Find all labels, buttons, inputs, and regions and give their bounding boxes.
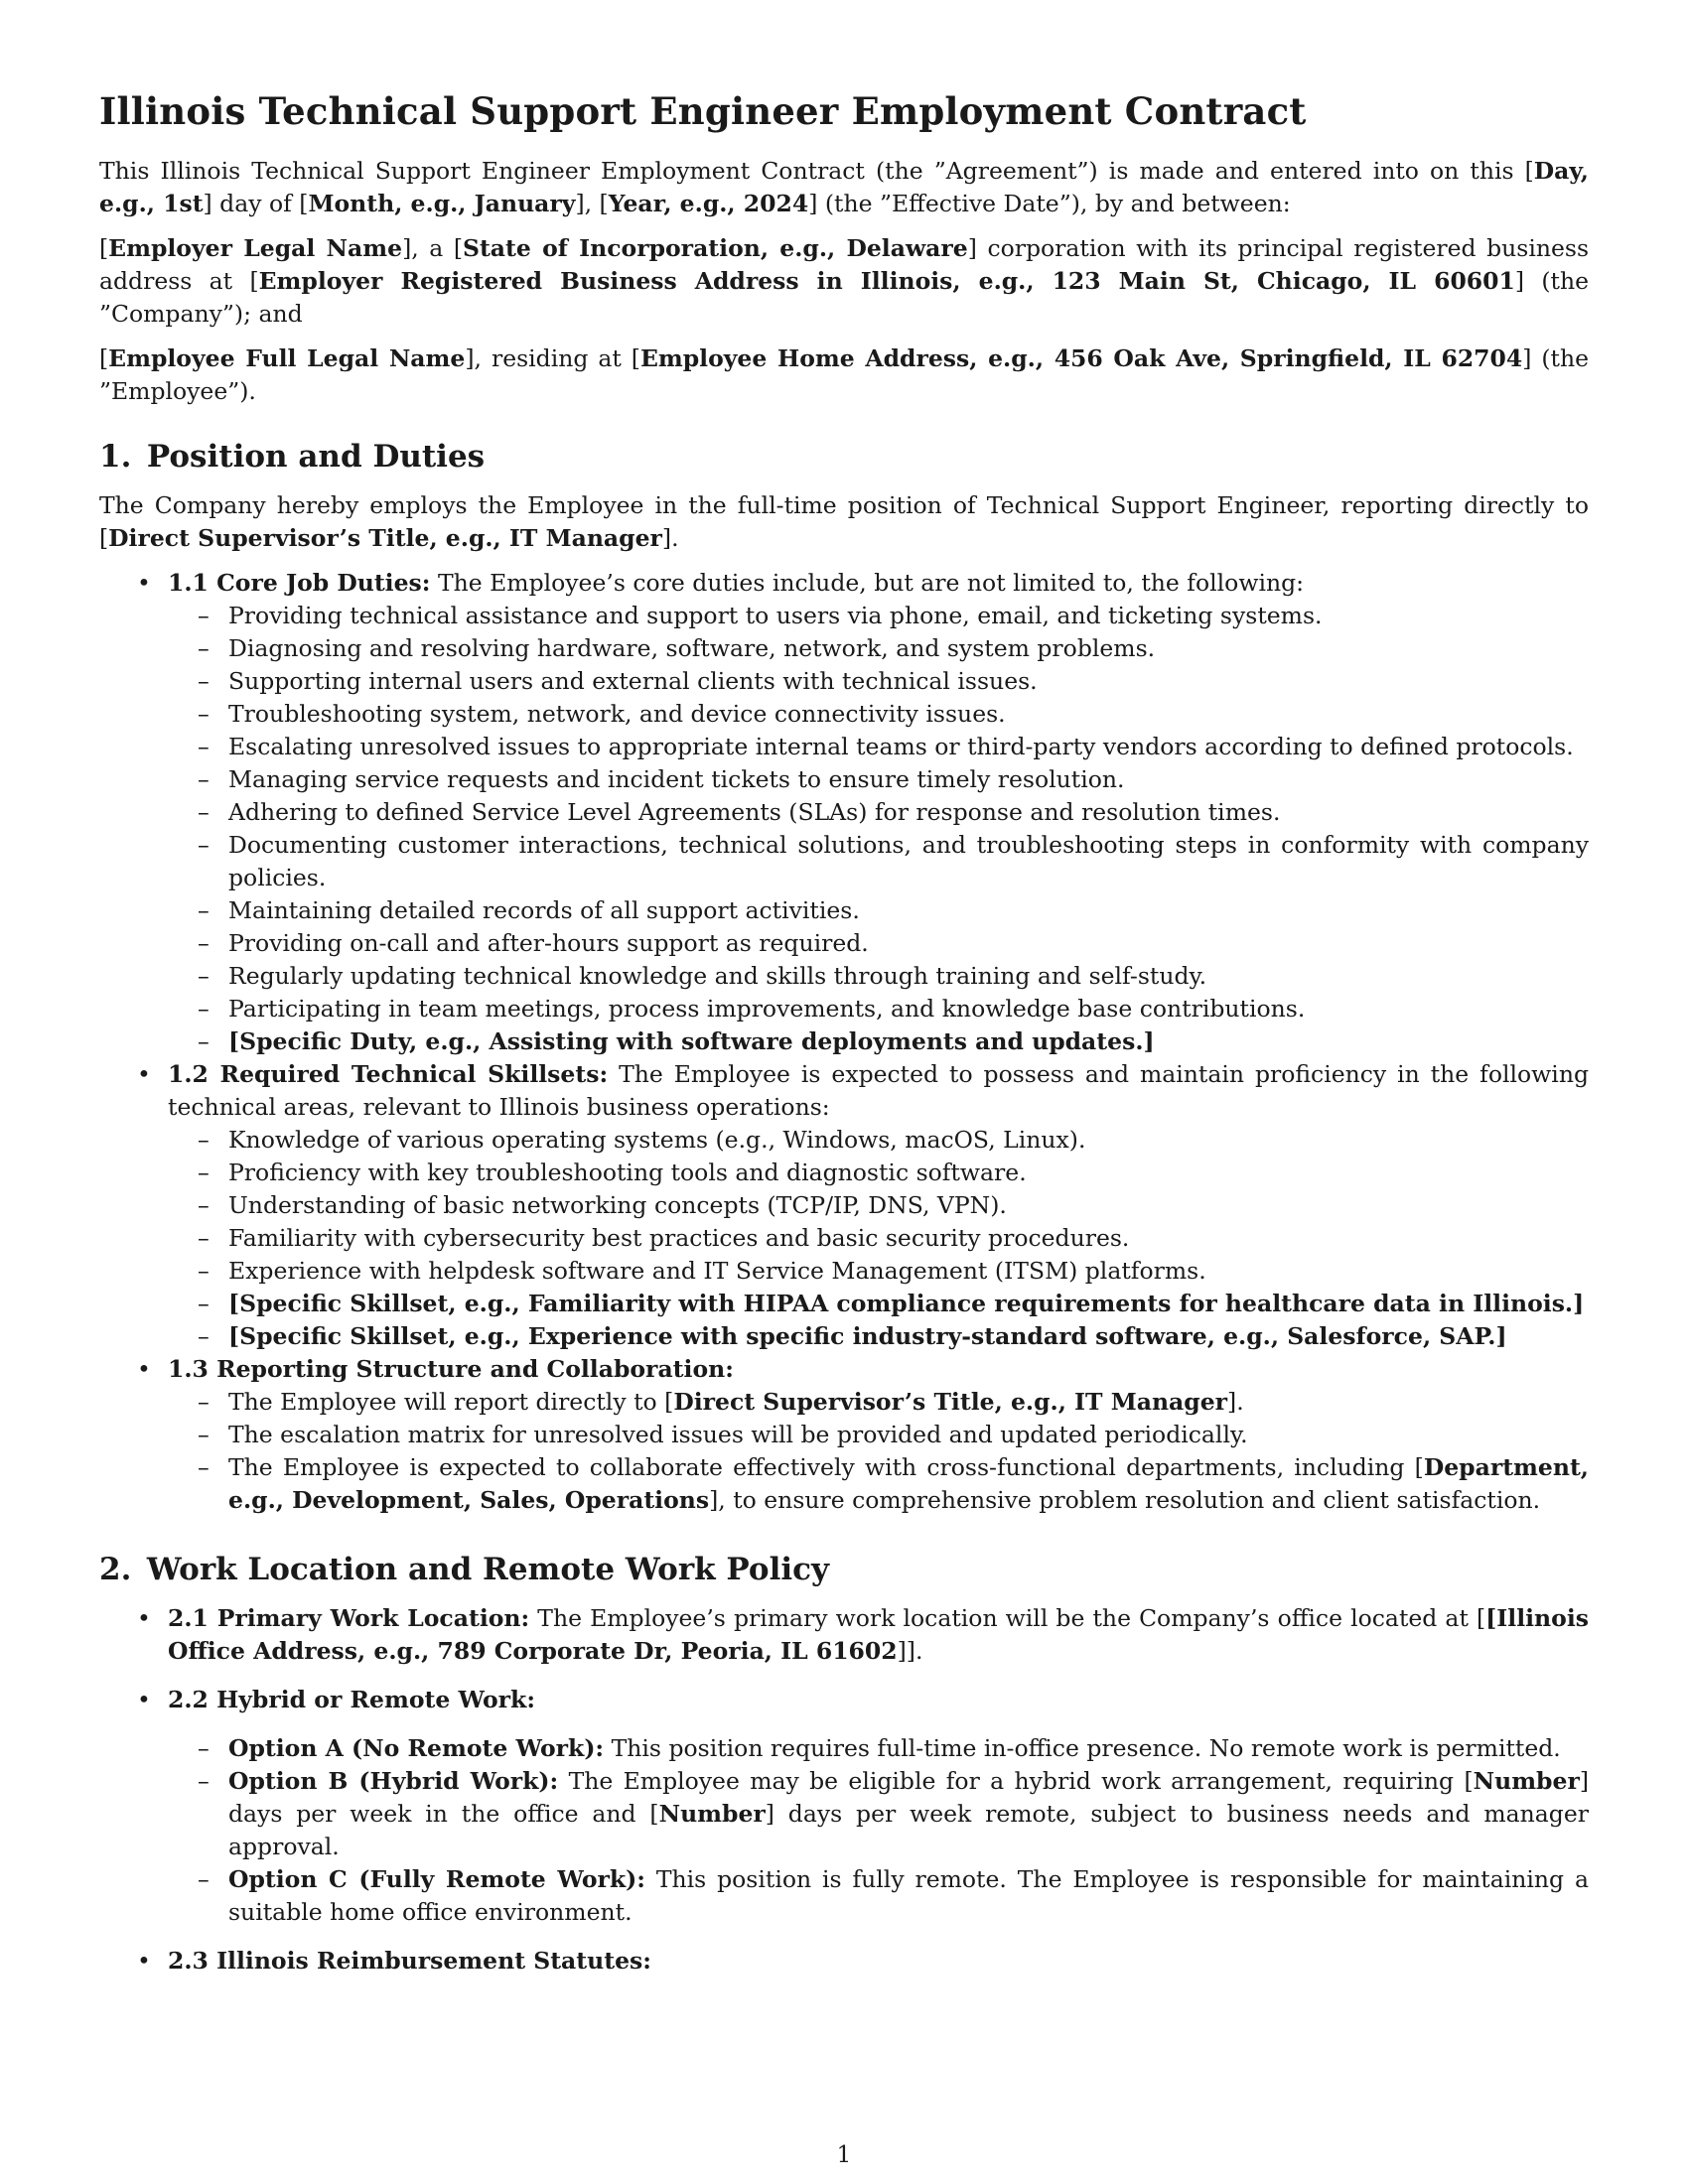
list-item: – Proficiency with key troubleshooting tools and diagnostic software. <box>168 1157 1589 1189</box>
primary-location-item: • 2.1 Primary Work Location: The Employee’s primary work location will be the Company’s office located at [[Illinois Office Address, e.g., 789 Corporate Dr, Peoria, IL 61602]]. <box>99 1602 1589 1668</box>
office-address-placeholder: Illinois Office Address, e.g., 789 Corporate Dr, Peoria, IL 61602 <box>168 1604 1589 1665</box>
reimbursement-item: • 2.3 Illinois Reimbursement Statutes: <box>99 1945 1589 1978</box>
employer-address-placeholder: Employer Registered Business Address in Illinois, e.g., 123 Main St, Chicago, IL 60601 <box>258 267 1515 295</box>
section-2-list <box>99 1602 1589 1978</box>
employer-name-placeholder: Employer Legal Name <box>108 234 403 262</box>
list-item: – Familiarity with cybersecurity best practices and basic security procedures. <box>168 1222 1589 1255</box>
list-item: – The Employee will report directly to [Direct Supervisor’s Title, e.g., IT Manager]. <box>168 1386 1589 1419</box>
employee-address-placeholder: Employee Home Address, e.g., 456 Oak Ave, Springfield, IL 62704 <box>639 344 1523 372</box>
employer-paragraph: [Employer Legal Name], a [State of Incorporation, e.g., Delaware] corporation with its principal registered business address at [Employer Registered Business Address in Illinois, e.g., 123 Main St, Chicago, IL 60601] (the ”Company”); and <box>99 234 1589 328</box>
hybrid-remote-item: • 2.2 Hybrid or Remote Work: – Option A (No Remote Work): This position requires full-time in-office presence. No remote work is permitted. – Option B (Hybrid Work): The Employee may be eligible for a hybrid work arrangement, requiring [Number] days per week in the office and [Number] days per week remote, subject to business needs and manager approval. – Option C (Fully Remote Work): This position is fully remote. The Employee is responsible for maintaining a suitable home office environment. <box>99 1684 1589 1929</box>
document-page <box>99 89 1589 1978</box>
hybrid-remote-sublist <box>168 1732 1589 1929</box>
list-item: – [Specific Skillset, e.g., Experience with specific industry-standard software, e.g., Salesforce, SAP.] <box>168 1320 1589 1353</box>
page-number: 1 <box>836 2142 852 2168</box>
year-placeholder: Year, e.g., 2024 <box>608 190 809 217</box>
list-item: – Documenting customer interactions, technical solutions, and troubleshooting steps in conformity with company policies. <box>168 829 1589 894</box>
supervisor-placeholder: Direct Supervisor’s Title, e.g., IT Manager <box>673 1388 1228 1416</box>
list-item: – Escalating unresolved issues to appropriate internal teams or third-party vendors according to defined protocols. <box>168 731 1589 763</box>
section-1-intro: The Company hereby employs the Employee in the full-time position of Technical Support Engineer, reporting directly to [Direct Supervisor’s Title, e.g., IT Manager]. <box>99 491 1589 552</box>
employer-state-placeholder: State of Incorporation, e.g., Delaware <box>462 234 968 262</box>
list-item: – The Employee is expected to collaborate effectively with cross-functional departments, including [Department, e.g., Development, Sales, Operations], to ensure comprehensive problem resolution and client satisfaction. <box>168 1451 1589 1517</box>
list-item: – Providing technical assistance and support to users via phone, email, and ticketing systems. <box>168 600 1589 632</box>
month-placeholder: Month, e.g., January <box>308 190 576 217</box>
list-item: – Experience with helpdesk software and IT Service Management (ITSM) platforms. <box>168 1255 1589 1288</box>
reporting-sublist <box>168 1386 1589 1517</box>
list-item: – Managing service requests and incident tickets to ensure timely resolution. <box>168 763 1589 796</box>
list-item: – Maintaining detailed records of all support activities. <box>168 894 1589 927</box>
number-placeholder: Number <box>658 1800 766 1828</box>
specific-skillset-placeholder: Specific Skillset, e.g., Experience with specific industry-standard software, e.g., Salesforce, SAP. <box>239 1322 1496 1350</box>
section-2-heading: 2. Work Location and Remote Work Policy <box>99 1552 830 1587</box>
skillsets-item: • 1.2 Required Technical Skillsets: The Employee is expected to possess and maintain proficiency in the following technical areas, relevant to Illinois business operations: – Knowledge of various operating systems (e.g., Windows, macOS, Linux). – Proficiency with key troubleshooting tools and diagnostic software. – Understanding of basic networking concepts (TCP/IP, DNS, VPN). – Familiarity with cybersecurity best practices and basic security procedures. – Experience with helpdesk software and IT Service Management (ITSM) platforms. – [Specific Skillset, e.g., Familiarity with HIPAA compliance requirements for healthcare data in Illinois.] – [Specific Skillset, e.g., Experience with specific industry-standard software, e.g., Salesforce, SAP.] <box>99 1058 1589 1353</box>
core-duties-item: • 1.1 Core Job Duties: The Employee’s core duties include, but are not limited to, the following: – Providing technical assistance and support to users via phone, email, and ticketing systems. – Diagnosing and resolving hardware, software, network, and system problems. – Supporting internal users and external clients with technical issues. – Troubleshooting system, network, and device connectivity issues. – Escalating unresolved issues to appropriate internal teams or third-party vendors according to defined protocols. – Managing service requests and incident tickets to ensure timely resolution. – Adhering to defined Service Level Agreements (SLAs) for response and resolution times. – Documenting customer interactions, technical solutions, and troubleshooting steps in conformity with company policies. – Maintaining detailed records of all support activities. – Providing on-call and after-hours support as required. – Regularly updating technical knowledge and skills through training and self-study. – Participating in team meetings, process improvements, and knowledge base contributions. – [Specific Duty, e.g., Assisting with software deployments and updates.] <box>99 567 1589 1058</box>
specific-duty-placeholder: Specific Duty, e.g., Assisting with software deployments and updates. <box>239 1027 1144 1055</box>
list-item: – Troubleshooting system, network, and device connectivity issues. <box>168 698 1589 731</box>
list-item: – Diagnosing and resolving hardware, software, network, and system problems. <box>168 632 1589 665</box>
list-item: – Supporting internal users and external clients with technical issues. <box>168 665 1589 698</box>
list-item: – Option C (Fully Remote Work): This position is fully remote. The Employee is responsible for maintaining a suitable home office environment. <box>168 1863 1589 1929</box>
list-item: – The escalation matrix for unresolved issues will be provided and updated periodically. <box>168 1419 1589 1451</box>
list-item: – [Specific Skillset, e.g., Familiarity with HIPAA compliance requirements for healthcare data in Illinois.] <box>168 1288 1589 1320</box>
day-placeholder: Day, e.g., 1st <box>99 157 1589 217</box>
employee-name-placeholder: Employee Full Legal Name <box>108 344 466 372</box>
list-item: – Providing on-call and after-hours support as required. <box>168 927 1589 960</box>
number-placeholder: Number <box>1473 1767 1580 1795</box>
document-title: Illinois Technical Support Engineer Employment Contract <box>99 89 1307 133</box>
core-duties-sublist <box>168 600 1589 1058</box>
list-item: – Adhering to defined Service Level Agreements (SLAs) for response and resolution times. <box>168 796 1589 829</box>
list-item: – Participating in team meetings, process improvements, and knowledge base contributions. <box>168 993 1589 1025</box>
reporting-item: • 1.3 Reporting Structure and Collaboration: – The Employee will report directly to [Direct Supervisor’s Title, e.g., IT Manager]. – The escalation matrix for unresolved issues will be provided and updated periodically. – The Employee is expected to collaborate effectively with cross-functional departments, including [Department, e.g., Development, Sales, Operations], to ensure comprehensive problem resolution and client satisfaction. <box>99 1353 1589 1517</box>
employee-paragraph: [Employee Full Legal Name], residing at [Employee Home Address, e.g., 456 Oak Ave, Springfield, IL 62704] (the ”Employee”). <box>99 344 1590 405</box>
supervisor-placeholder: Direct Supervisor’s Title, e.g., IT Manager <box>108 524 662 552</box>
intro-paragraph: This Illinois Technical Support Engineer Employment Contract (the ”Agreement”) is made and entered into on this [Day, e.g., 1st] day of [Month, e.g., January], [Year, e.g., 2024] (the ”Effective Date”), by and between: <box>99 157 1589 217</box>
section-1-heading: 1. Position and Duties <box>99 439 486 475</box>
section-1-list <box>99 567 1589 1517</box>
list-item: – Knowledge of various operating systems (e.g., Windows, macOS, Linux). <box>168 1124 1589 1157</box>
list-item: – Option A (No Remote Work): This position requires full-time in-office presence. No remote work is permitted. <box>168 1732 1589 1765</box>
list-item: – Understanding of basic networking concepts (TCP/IP, DNS, VPN). <box>168 1189 1589 1222</box>
skillsets-sublist <box>168 1124 1589 1353</box>
list-item: – [Specific Duty, e.g., Assisting with software deployments and updates.] <box>168 1025 1589 1058</box>
list-item: – Regularly updating technical knowledge and skills through training and self-study. <box>168 960 1589 993</box>
department-placeholder: Department, e.g., Development, Sales, Operations <box>228 1453 1589 1514</box>
specific-skillset-placeholder: Specific Skillset, e.g., Familiarity with HIPAA compliance requirements for healthcare data in Illinois. <box>239 1290 1574 1317</box>
list-item: – Option B (Hybrid Work): The Employee may be eligible for a hybrid work arrangement, requiring [Number] days per week in the office and [Number] days per week remote, subject to business needs and manager approval. <box>168 1765 1589 1863</box>
